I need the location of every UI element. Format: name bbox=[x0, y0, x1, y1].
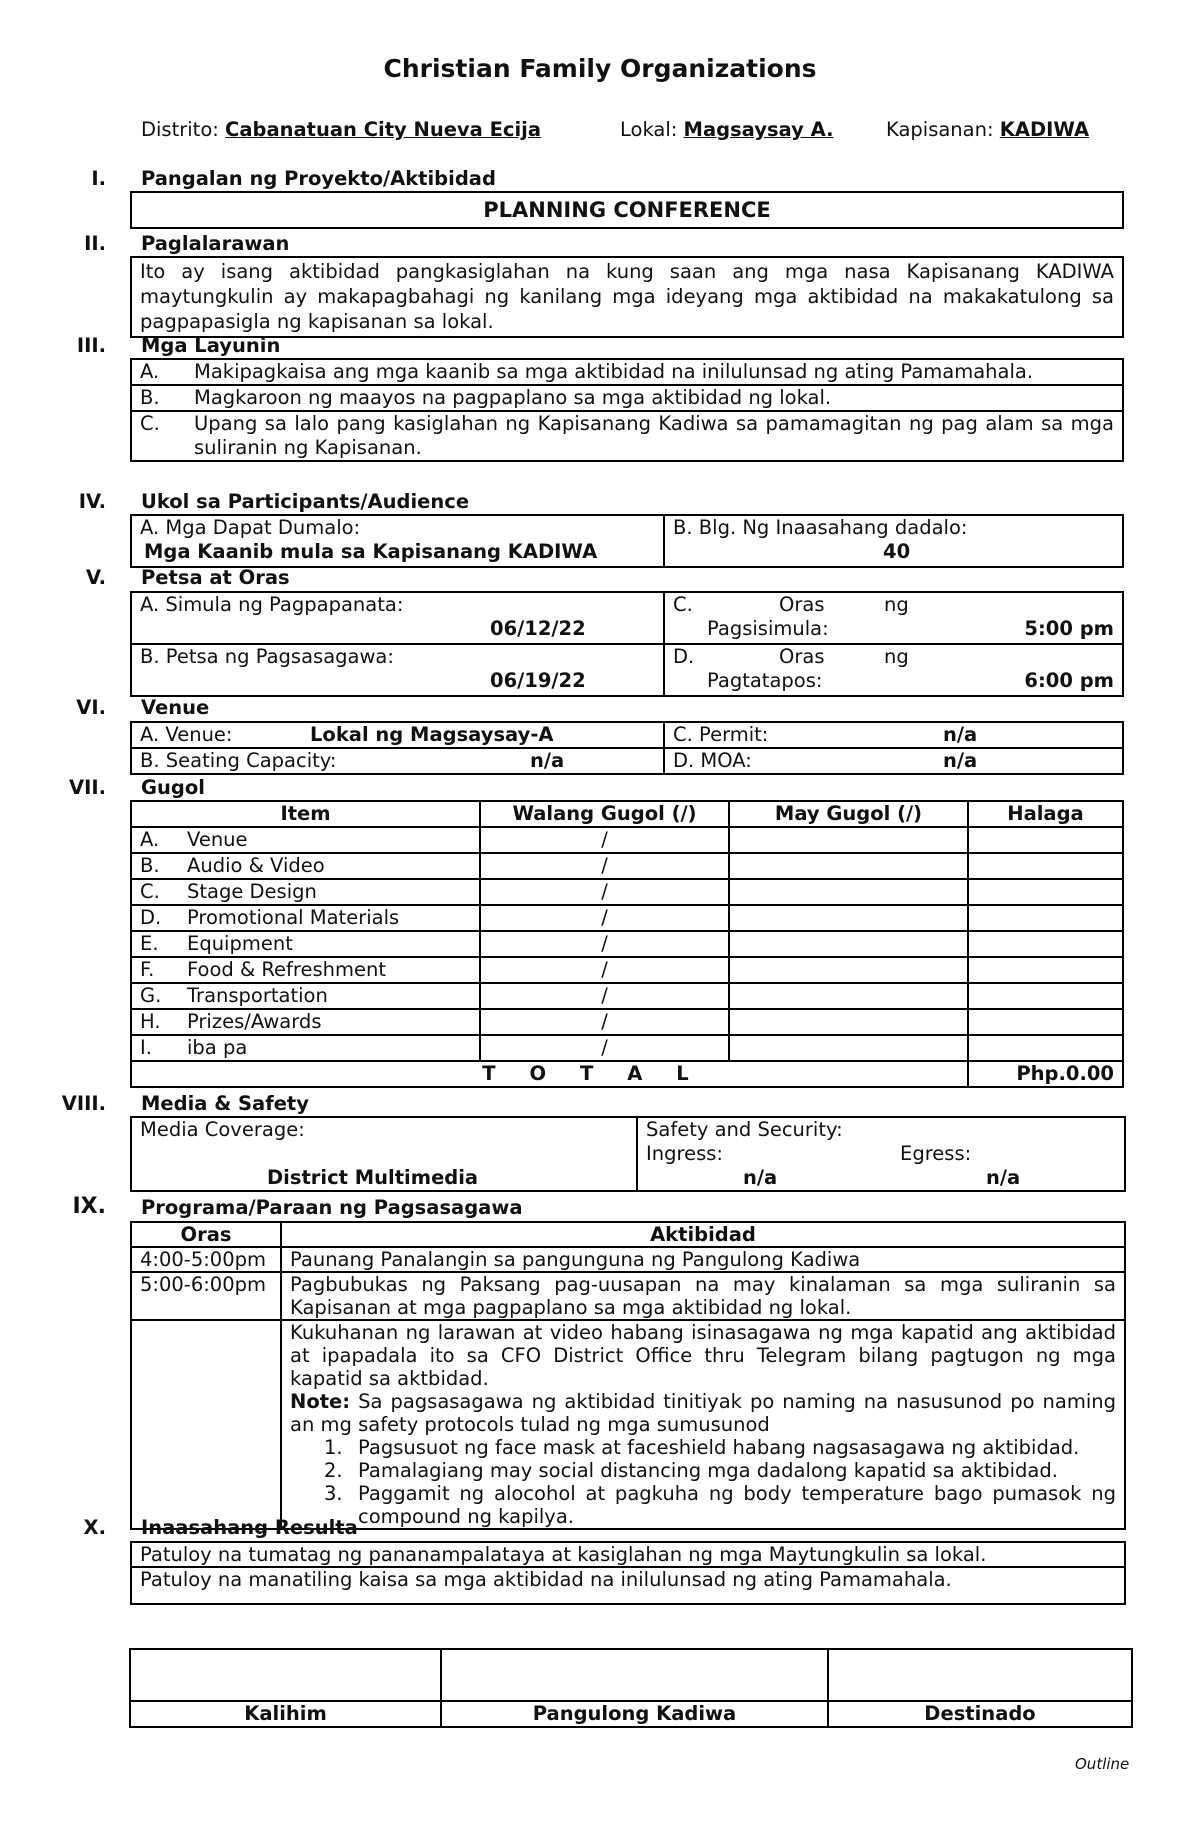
protocol-item bbox=[290, 1459, 1116, 1482]
budget-row bbox=[131, 957, 1123, 983]
start-time-word: Oras bbox=[779, 593, 825, 616]
budget-item-letter: B. bbox=[140, 854, 160, 877]
safety-label: Safety and Security: bbox=[646, 1118, 843, 1141]
end-time-word: ng bbox=[884, 645, 909, 668]
end-time-label: Pagtatapos: bbox=[707, 669, 823, 692]
budget-item-name: Equipment bbox=[187, 932, 293, 955]
end-time-letter: D. bbox=[673, 645, 695, 668]
budget-halaga bbox=[968, 879, 1123, 905]
section-6-number: VI. bbox=[76, 696, 106, 719]
project-name: PLANNING CONFERENCE bbox=[131, 192, 1123, 228]
signature-kalihim: Kalihim bbox=[130, 1701, 441, 1727]
signature-space bbox=[441, 1649, 828, 1701]
objective-letter: A. bbox=[140, 360, 160, 383]
budget-may-gugol bbox=[729, 879, 968, 905]
event-date-cell bbox=[131, 644, 664, 696]
budget-walang-gugol: / bbox=[480, 957, 729, 983]
protocol-text: Pamalagiang may social distancing mga dadalong kapatid sa aktibidad. bbox=[358, 1459, 1058, 1482]
objective-item bbox=[131, 385, 1123, 411]
section-4-number: IV. bbox=[78, 490, 106, 513]
budget-item-letter: G. bbox=[140, 984, 162, 1007]
program-time: 4:00-5:00pm bbox=[131, 1247, 281, 1272]
ingress-value: n/a bbox=[743, 1166, 778, 1189]
budget-item-letter: D. bbox=[140, 906, 162, 929]
budget-row bbox=[131, 983, 1123, 1009]
budget-table bbox=[130, 800, 1124, 1088]
start-time-cell bbox=[664, 592, 1123, 644]
media-label: Media Coverage: bbox=[140, 1118, 305, 1141]
end-time-value: 6:00 pm bbox=[1024, 669, 1114, 692]
moa-label: D. MOA: bbox=[673, 749, 752, 772]
results-table bbox=[130, 1541, 1126, 1605]
budget-may-gugol bbox=[729, 983, 968, 1009]
lokal-value: Magsaysay A. bbox=[683, 118, 834, 141]
signature-space bbox=[828, 1649, 1132, 1701]
seating-label: B. Seating Capacity: bbox=[140, 749, 337, 772]
start-date-cell bbox=[131, 592, 664, 644]
date-time-table bbox=[130, 591, 1124, 697]
permit-cell bbox=[664, 722, 1123, 748]
budget-may-gugol bbox=[729, 931, 968, 957]
budget-item-name: Prizes/Awards bbox=[187, 1010, 322, 1033]
result-item: Patuloy na tumatag ng pananampalataya at kasiglahan ng mga Maytungkulin sa lokal. bbox=[131, 1542, 1125, 1567]
start-date-value: 06/12/22 bbox=[490, 617, 586, 640]
signature-pangulo: Pangulong Kadiwa bbox=[441, 1701, 828, 1727]
budget-halaga bbox=[968, 931, 1123, 957]
budget-header-may: May Gugol (/) bbox=[729, 801, 968, 827]
program-header-oras: Oras bbox=[131, 1222, 281, 1247]
objective-text: Upang sa lalo pang kasiglahan ng Kapisanang Kadiwa sa pamamagitan ng pag alam sa mga suliranin ng Kapisanan. bbox=[194, 412, 1114, 459]
kapisanan-info bbox=[886, 118, 1089, 141]
media-safety-table bbox=[130, 1116, 1126, 1192]
budget-walang-gugol: / bbox=[480, 853, 729, 879]
protocol-number: 2. bbox=[324, 1459, 343, 1482]
budget-halaga bbox=[968, 853, 1123, 879]
attendance-value: 40 bbox=[883, 540, 911, 563]
budget-total-label: T O T A L bbox=[131, 1061, 968, 1087]
budget-header-halaga: Halaga bbox=[968, 801, 1123, 827]
budget-row bbox=[131, 853, 1123, 879]
budget-may-gugol bbox=[729, 853, 968, 879]
objective-letter: B. bbox=[140, 386, 160, 409]
budget-item-name: Stage Design bbox=[187, 880, 317, 903]
egress-value: n/a bbox=[986, 1166, 1021, 1189]
objectives-table bbox=[130, 358, 1124, 462]
program-activity: Pagbubukas ng Paksang pag-uusapan na may kinalaman sa mga suliranin sa Kapisanan at mga pagpaplano sa mga aktibidad ng lokal. bbox=[281, 1272, 1125, 1320]
budget-item-name: Food & Refreshment bbox=[187, 958, 386, 981]
section-9-title: Programa/Paraan ng Pagsasagawa bbox=[141, 1196, 523, 1219]
program-note-text: Sa pagsasagawa ng aktibidad tinitiyak po naming na nasusunod po naming an mg safety protocols tulad ng mga sumusunod bbox=[290, 1390, 1116, 1436]
program-time-empty bbox=[131, 1320, 281, 1529]
lokal-label: Lokal: bbox=[620, 118, 678, 141]
seating-value: n/a bbox=[530, 749, 565, 772]
budget-row bbox=[131, 827, 1123, 853]
budget-item bbox=[131, 853, 480, 879]
budget-halaga bbox=[968, 827, 1123, 853]
kapisanan-label: Kapisanan: bbox=[886, 118, 994, 141]
end-time-word: Oras bbox=[779, 645, 825, 668]
media-cell bbox=[131, 1117, 637, 1191]
start-date-label: A. Simula ng Pagpapanata: bbox=[140, 593, 404, 616]
permit-label: C. Permit: bbox=[673, 723, 769, 746]
seating-cell bbox=[131, 748, 664, 774]
budget-walang-gugol: / bbox=[480, 827, 729, 853]
program-note bbox=[290, 1390, 1116, 1436]
result-item: Patuloy na manatiling kaisa sa mga aktibidad na inilulunsad ng ating Pamamahala. bbox=[131, 1567, 1125, 1604]
budget-halaga bbox=[968, 1009, 1123, 1035]
lokal-info bbox=[620, 118, 833, 141]
budget-item bbox=[131, 957, 480, 983]
budget-total-value: Php.0.00 bbox=[968, 1061, 1123, 1087]
budget-item bbox=[131, 983, 480, 1009]
budget-item-name: Promotional Materials bbox=[187, 906, 400, 929]
budget-row bbox=[131, 1035, 1123, 1061]
budget-header-walang: Walang Gugol (/) bbox=[480, 801, 729, 827]
budget-row bbox=[131, 905, 1123, 931]
budget-may-gugol bbox=[729, 957, 968, 983]
section-8-number: VIII. bbox=[61, 1092, 106, 1115]
budget-header-item: Item bbox=[131, 801, 480, 827]
section-9-number: IX. bbox=[72, 1194, 106, 1219]
objective-letter: C. bbox=[140, 412, 160, 435]
safety-cell bbox=[637, 1117, 1125, 1191]
attendance-cell bbox=[664, 515, 1123, 567]
budget-row bbox=[131, 931, 1123, 957]
budget-item bbox=[131, 905, 480, 931]
budget-walang-gugol: / bbox=[480, 931, 729, 957]
budget-item-letter: C. bbox=[140, 880, 160, 903]
footer-outline: Outline bbox=[1075, 1755, 1130, 1773]
protocol-number: 1. bbox=[324, 1436, 343, 1459]
section-5-title: Petsa at Oras bbox=[141, 566, 290, 589]
protocol-item bbox=[290, 1482, 1116, 1528]
permit-value: n/a bbox=[943, 723, 978, 746]
budget-walang-gugol: / bbox=[480, 1009, 729, 1035]
participants-label: A. Mga Dapat Dumalo: bbox=[140, 516, 361, 539]
section-3-number: III. bbox=[76, 334, 106, 357]
budget-may-gugol bbox=[729, 827, 968, 853]
start-time-value: 5:00 pm bbox=[1024, 617, 1114, 640]
event-date-value: 06/19/22 bbox=[490, 669, 586, 692]
start-time-word: ng bbox=[884, 593, 909, 616]
section-4-title: Ukol sa Participants/Audience bbox=[141, 490, 470, 513]
program-table bbox=[130, 1221, 1126, 1530]
venue-cell bbox=[131, 722, 664, 748]
program-activity-text: Kukuhanan ng larawan at video habang isinasagawa ng mga kapatid ang aktibidad at ipapadala ito sa CFO District Office thru Telegram bilang pagtugon ng mga kapatid sa aktbidad. bbox=[290, 1321, 1116, 1390]
section-6-title: Venue bbox=[141, 696, 210, 719]
venue-value: Lokal ng Magsaysay-A bbox=[310, 723, 554, 746]
distrito-value: Cabanatuan City Nueva Ecija bbox=[225, 118, 542, 141]
budget-halaga bbox=[968, 957, 1123, 983]
attendance-label: B. Blg. Ng Inaasahang dadalo: bbox=[673, 516, 968, 539]
objective-text: Magkaroon ng maayos na pagpaplano sa mga aktibidad ng lokal. bbox=[194, 386, 832, 409]
protocol-text: Pagsusuot ng face mask at faceshield habang nagsasagawa ng aktibidad. bbox=[358, 1436, 1080, 1459]
budget-item bbox=[131, 931, 480, 957]
program-note-label: Note: bbox=[290, 1390, 351, 1413]
budget-may-gugol bbox=[729, 1035, 968, 1061]
budget-item-name: iba pa bbox=[187, 1036, 248, 1059]
budget-walang-gugol: / bbox=[480, 1035, 729, 1061]
header-info bbox=[141, 118, 541, 141]
kapisanan-value: KADIWA bbox=[999, 118, 1090, 141]
description-box bbox=[130, 256, 1124, 338]
ingress-label: Ingress: bbox=[646, 1142, 723, 1165]
budget-item bbox=[131, 1035, 480, 1061]
budget-item-letter: A. bbox=[140, 828, 160, 851]
signature-destinado: Destinado bbox=[828, 1701, 1132, 1727]
egress-label: Egress: bbox=[900, 1142, 972, 1165]
budget-row bbox=[131, 1009, 1123, 1035]
signature-table bbox=[129, 1648, 1133, 1728]
participants-table bbox=[130, 514, 1124, 568]
description-text: Ito ay isang aktibidad pangkasiglahan na kung saan ang mga nasa Kapisanang KADIWA maytungkulin ay makapagbahagi ng kanilang mga ideyang mga aktibidad na makakatulong sa pagpapasigla ng kapisanan sa lokal. bbox=[131, 257, 1123, 337]
budget-item bbox=[131, 879, 480, 905]
budget-item-letter: H. bbox=[140, 1010, 161, 1033]
budget-halaga bbox=[968, 1035, 1123, 1061]
section-8-title: Media & Safety bbox=[141, 1092, 309, 1115]
budget-item-name: Venue bbox=[187, 828, 248, 851]
distrito-label: Distrito: bbox=[141, 118, 219, 141]
end-time-cell bbox=[664, 644, 1123, 696]
budget-may-gugol bbox=[729, 905, 968, 931]
program-activity: Paunang Panalangin sa pangunguna ng Pangulong Kadiwa bbox=[281, 1247, 1125, 1272]
budget-may-gugol bbox=[729, 1009, 968, 1035]
venue-table bbox=[130, 721, 1124, 775]
section-3-title: Mga Layunin bbox=[141, 334, 281, 357]
program-activity-details bbox=[281, 1320, 1125, 1529]
section-7-number: VII. bbox=[68, 776, 106, 799]
program-time: 5:00-6:00pm bbox=[131, 1272, 281, 1320]
budget-walang-gugol: / bbox=[480, 879, 729, 905]
objective-item bbox=[131, 359, 1123, 385]
budget-item-letter: E. bbox=[140, 932, 159, 955]
page-title: Christian Family Organizations bbox=[383, 54, 817, 83]
objective-text: Makipagkaisa ang mga kaanib sa mga aktibidad na inilulunsad ng ating Pamamahala. bbox=[194, 360, 1034, 383]
start-time-label: Pagsisimula: bbox=[707, 617, 829, 640]
program-header-aktibidad: Aktibidad bbox=[281, 1222, 1125, 1247]
budget-walang-gugol: / bbox=[480, 905, 729, 931]
budget-halaga bbox=[968, 983, 1123, 1009]
budget-item bbox=[131, 827, 480, 853]
event-date-label: B. Petsa ng Pagsasagawa: bbox=[140, 645, 394, 668]
section-10-number: X. bbox=[83, 1516, 106, 1539]
budget-walang-gugol: / bbox=[480, 983, 729, 1009]
budget-halaga bbox=[968, 905, 1123, 931]
objective-item bbox=[131, 411, 1123, 461]
media-value: District Multimedia bbox=[267, 1166, 479, 1189]
venue-label: A. Venue: bbox=[140, 723, 233, 746]
participants-value: Mga Kaanib mula sa Kapisanang KADIWA bbox=[144, 540, 598, 563]
section-2-title: Paglalarawan bbox=[141, 232, 290, 255]
section-7-title: Gugol bbox=[141, 776, 205, 799]
budget-item-letter: F. bbox=[140, 958, 155, 981]
budget-item bbox=[131, 1009, 480, 1035]
moa-cell bbox=[664, 748, 1123, 774]
section-2-number: II. bbox=[84, 232, 106, 255]
participants-cell bbox=[131, 515, 664, 567]
budget-row bbox=[131, 879, 1123, 905]
start-time-letter: C. bbox=[673, 593, 693, 616]
budget-item-letter: I. bbox=[140, 1036, 152, 1059]
protocol-item bbox=[290, 1436, 1116, 1459]
section-1-title: Pangalan ng Proyekto/Aktibidad bbox=[141, 167, 496, 190]
project-name-box bbox=[130, 191, 1124, 229]
signature-space bbox=[130, 1649, 441, 1701]
budget-item-name: Audio & Video bbox=[187, 854, 325, 877]
section-5-number: V. bbox=[86, 566, 106, 589]
section-1-number: I. bbox=[91, 167, 106, 190]
protocol-text: Paggamit ng alocohol at pagkuha ng body temperature bago pumasok ng compound ng kapilya. bbox=[358, 1482, 1116, 1528]
protocol-number: 3. bbox=[324, 1482, 343, 1505]
section-10-title: Inaasahang Resulta bbox=[141, 1516, 358, 1539]
budget-item-name: Transportation bbox=[187, 984, 328, 1007]
moa-value: n/a bbox=[943, 749, 978, 772]
